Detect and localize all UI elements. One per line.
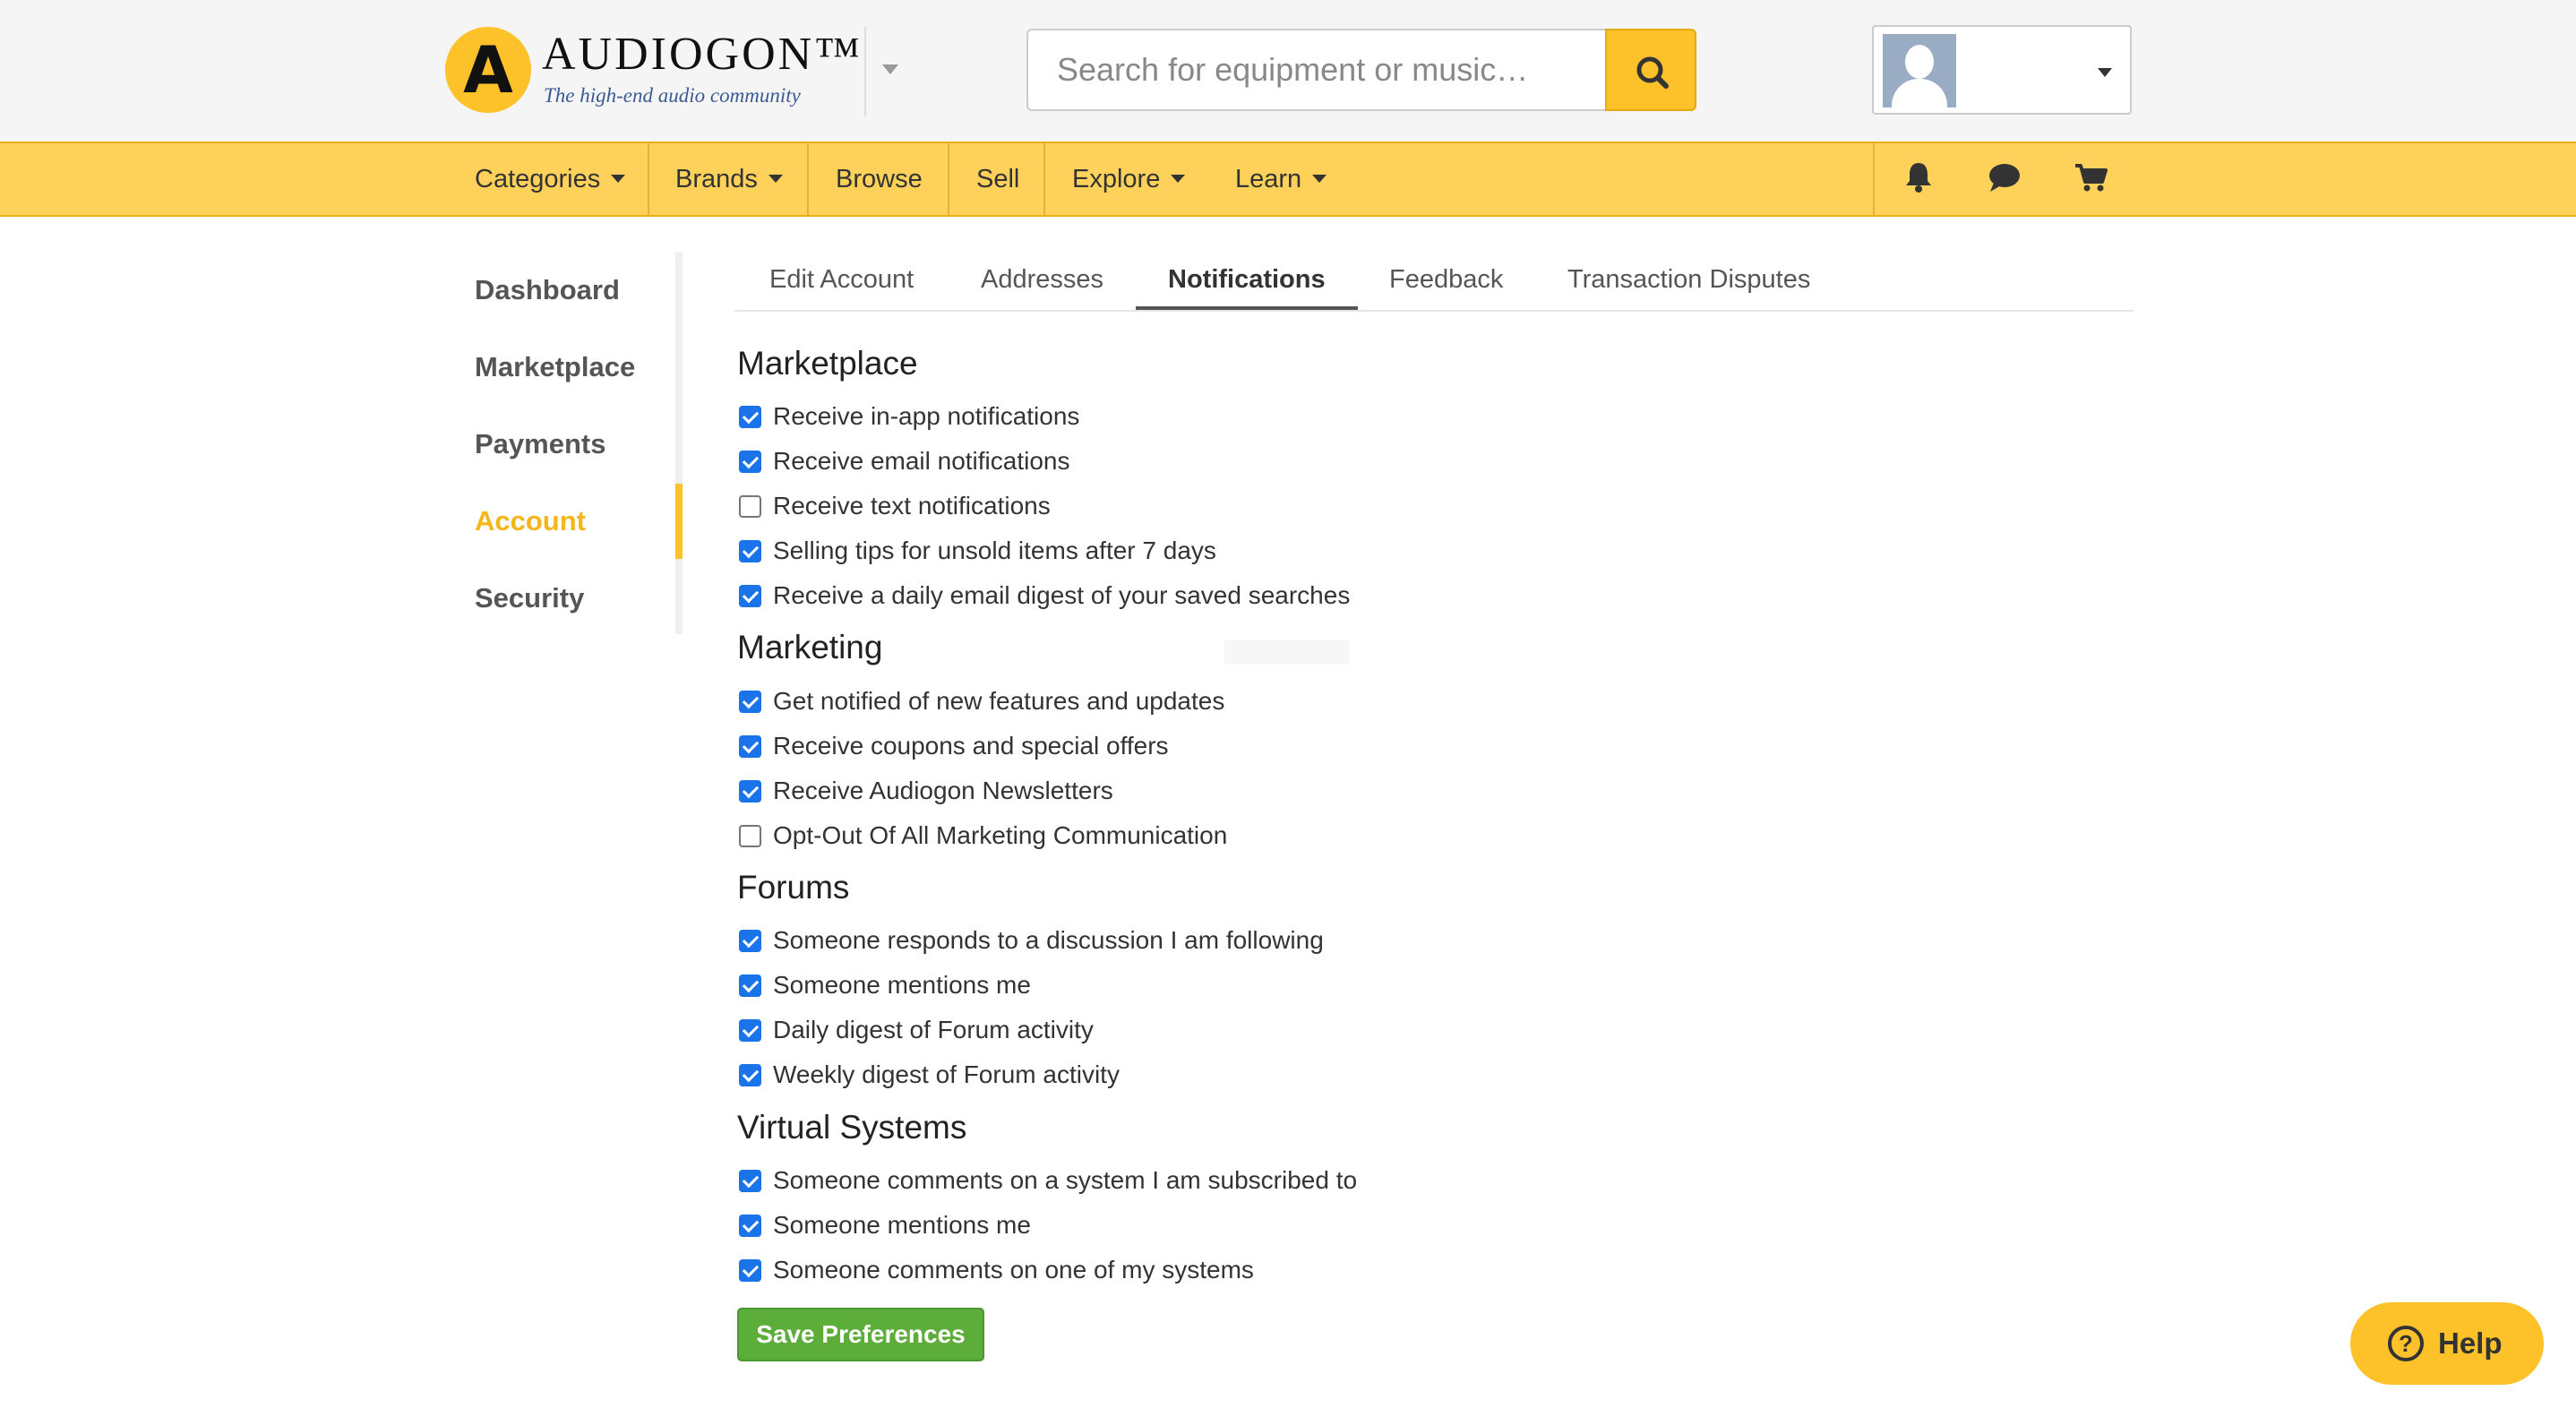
question-icon: ? <box>2388 1326 2424 1361</box>
sidebar-item-security[interactable]: Security <box>475 582 585 614</box>
logo-letter: A <box>463 32 513 107</box>
nav-browse[interactable] <box>836 143 923 215</box>
search-button[interactable] <box>1605 29 1696 111</box>
nav-brands[interactable] <box>675 143 783 215</box>
checkbox[interactable] <box>739 495 761 518</box>
avatar <box>1883 34 1956 107</box>
site-menu-caret-icon[interactable] <box>882 64 898 74</box>
checkbox[interactable] <box>739 585 761 607</box>
option-label: Someone comments on one of my systems <box>773 1256 1254 1284</box>
checkbox[interactable] <box>739 930 761 952</box>
avatar-body <box>1892 79 1947 107</box>
search-bar <box>1026 29 1696 111</box>
nav-sell[interactable] <box>976 143 1019 215</box>
sidebar-item-marketplace[interactable]: Marketplace <box>475 351 636 382</box>
tab-addresses[interactable]: Addresses <box>981 265 1104 294</box>
checkbox[interactable] <box>739 735 761 758</box>
option-label: Daily digest of Forum activity <box>773 1016 1094 1043</box>
cart-icon[interactable] <box>2073 159 2108 195</box>
checkbox[interactable] <box>739 406 761 428</box>
sidebar-item-payments[interactable]: Payments <box>475 428 606 459</box>
checkbox[interactable] <box>739 1215 761 1237</box>
search-icon <box>1607 30 1698 113</box>
checkbox[interactable] <box>739 825 761 847</box>
option-label: Opt-Out Of All Marketing Communication <box>773 821 1228 849</box>
user-menu-caret-icon <box>2098 68 2112 77</box>
section-title-forums: Forums <box>737 869 850 906</box>
checkbox[interactable] <box>739 1019 761 1042</box>
option-label: Receive Audiogon Newsletters <box>773 777 1113 804</box>
option-label: Selling tips for unsold items after 7 days <box>773 537 1216 564</box>
checkbox[interactable] <box>739 540 761 562</box>
checkbox[interactable] <box>739 974 761 997</box>
nav-separator <box>648 143 649 215</box>
tab-feedback[interactable]: Feedback <box>1389 265 1504 294</box>
option-label: Get notified of new features and updates <box>773 687 1225 715</box>
section-title-marketplace: Marketplace <box>737 345 918 382</box>
header-divider <box>864 27 866 116</box>
nav-separator <box>1873 143 1875 215</box>
help-button[interactable] <box>2350 1302 2544 1385</box>
logo-name: AUDIOGON™ <box>542 29 863 80</box>
option-label: Receive a daily email digest of your saved searches <box>773 581 1351 609</box>
checkbox[interactable] <box>739 1259 761 1282</box>
sidebar-item-account[interactable]: Account <box>475 505 586 537</box>
nav-learn-label: Learn <box>1235 165 1302 193</box>
section-title-virtual-systems: Virtual Systems <box>737 1109 967 1146</box>
chevron-down-icon <box>769 175 783 183</box>
nav-separator <box>948 143 949 215</box>
sidebar-item-dashboard[interactable]: Dashboard <box>475 274 620 305</box>
option-label: Receive text notifications <box>773 492 1051 519</box>
nav-browse-label: Browse <box>836 165 923 193</box>
option-label: Someone mentions me <box>773 971 1031 999</box>
option-label: Someone responds to a discussion I am following <box>773 926 1324 954</box>
chevron-down-icon <box>611 175 625 183</box>
avatar-head <box>1905 45 1934 79</box>
option-label: Receive coupons and special offers <box>773 732 1169 760</box>
nav-categories[interactable] <box>475 143 625 215</box>
bell-icon[interactable] <box>1901 159 1936 195</box>
search-input[interactable] <box>1026 29 1607 111</box>
chevron-down-icon <box>1312 175 1327 183</box>
placeholder-block <box>1224 640 1350 665</box>
audiogon-logo[interactable] <box>445 23 866 113</box>
nav-separator <box>1043 143 1045 215</box>
top-header <box>0 0 2576 142</box>
option-label: Receive in-app notifications <box>773 402 1080 430</box>
chat-icon[interactable] <box>1987 159 2022 195</box>
checkbox[interactable] <box>739 691 761 713</box>
tab-transaction-disputes[interactable]: Transaction Disputes <box>1567 265 1811 294</box>
option-label: Someone mentions me <box>773 1211 1031 1239</box>
option-label: Someone comments on a system I am subscribed to <box>773 1166 1358 1194</box>
nav-sell-label: Sell <box>976 165 1020 193</box>
checkbox[interactable] <box>739 780 761 803</box>
option-label: Receive email notifications <box>773 447 1070 475</box>
checkbox[interactable] <box>739 451 761 473</box>
save-preferences-button[interactable]: Save Preferences <box>737 1308 984 1361</box>
tab-edit-account[interactable]: Edit Account <box>769 265 914 294</box>
chevron-down-icon <box>1171 175 1185 183</box>
logo-tagline: The high-end audio community <box>544 84 801 107</box>
nav-learn[interactable] <box>1235 143 1327 215</box>
tab-notifications[interactable]: Notifications <box>1136 256 1358 310</box>
section-title-marketing: Marketing <box>737 629 883 665</box>
account-sidebar <box>448 253 684 634</box>
help-label: Help <box>2438 1326 2503 1360</box>
checkbox[interactable] <box>739 1170 761 1192</box>
nav-explore-label: Explore <box>1072 165 1161 193</box>
nav-categories-label: Categories <box>475 165 601 193</box>
checkbox[interactable] <box>739 1064 761 1086</box>
nav-separator <box>807 143 809 215</box>
option-label: Weekly digest of Forum activity <box>773 1060 1120 1088</box>
nav-brands-label: Brands <box>675 165 758 193</box>
main-nav <box>0 142 2576 217</box>
nav-explore[interactable] <box>1072 143 1185 215</box>
user-menu[interactable] <box>1872 25 2132 115</box>
account-tabs <box>734 256 2134 312</box>
